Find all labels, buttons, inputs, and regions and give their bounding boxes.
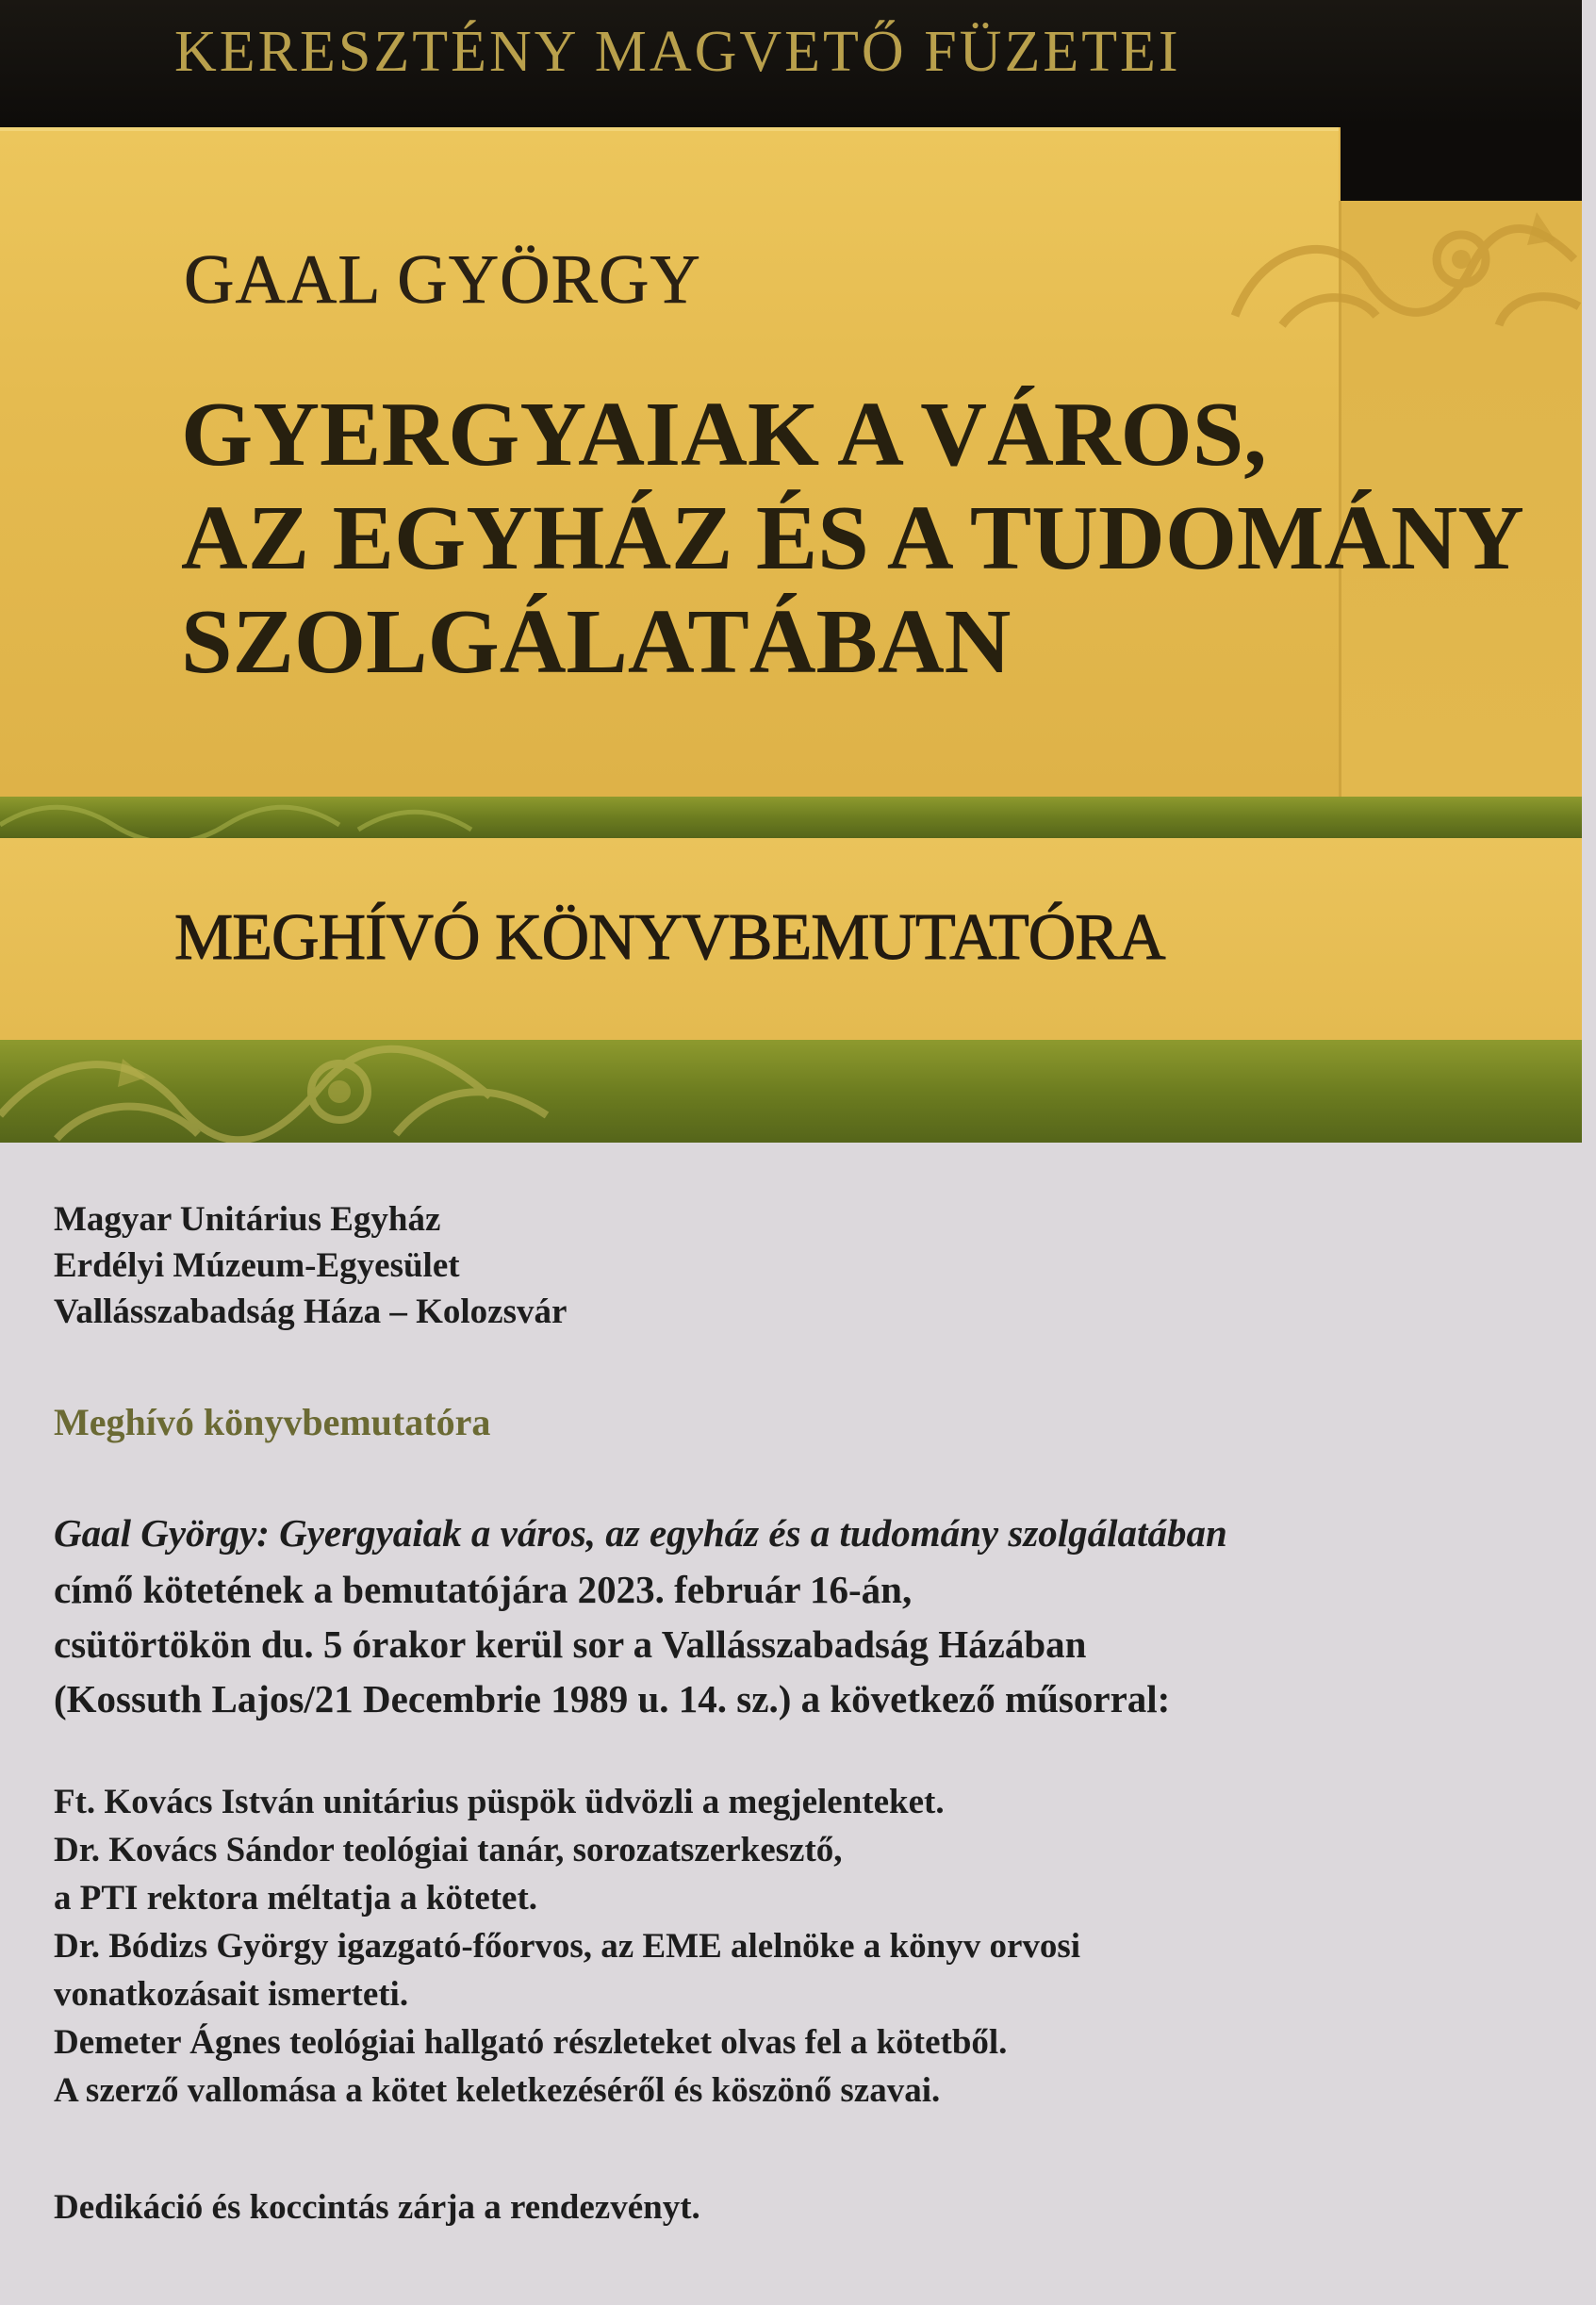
band-ornament-bottom-icon xyxy=(0,1040,1582,1143)
cover-green-band-top xyxy=(0,797,1582,838)
organizer-line-1: Magyar Unitárius Egyház xyxy=(54,1200,441,1239)
announcement-line-2: csütörtökön du. 5 órakor kerül sor a Vallásszabadság Házában xyxy=(54,1622,1087,1666)
closing-line: Dedikáció és koccintás zárja a rendezvényt. xyxy=(54,2188,700,2227)
cover-title-line-1: GYERGYAIAK A VÁROS, xyxy=(181,384,1267,486)
announcement-line-3: (Kossuth Lajos/21 Decembrie 1989 u. 14. sz.) a következő műsorral: xyxy=(54,1677,1171,1721)
program-item-5: vonatkozásait ismerteti. xyxy=(54,1975,409,2014)
program-item-3: a PTI rektora méltatja a kötetet. xyxy=(54,1879,538,1918)
cover-title-line-3: SZOLGÁLATÁBAN xyxy=(181,591,1012,693)
cover-author: GAAL GYÖRGY xyxy=(184,241,701,319)
organizer-line-2: Erdélyi Múzeum-Egyesület xyxy=(54,1246,460,1285)
program-item-2: Dr. Kovács Sándor teológiai tanár, sorozatszerkesztő, xyxy=(54,1831,843,1869)
book-cover xyxy=(0,0,1582,1143)
program-item-6: Demeter Ágnes teológiai hallgató részleteket olvas fel a kötetből. xyxy=(54,2023,1008,2062)
invitation-heading: Meghívó könyvbemutatóra xyxy=(54,1401,491,1443)
cover-title-line-2: AZ EGYHÁZ ÉS A TUDOMÁNY xyxy=(181,487,1524,589)
announcement-line-1: címő kötetének a bemutatójára 2023. február 16-án, xyxy=(54,1568,913,1611)
program-item-7: A szerző vallomása a kötet keletkezéséről és köszönő szavai. xyxy=(54,2071,941,2110)
cover-black-notch xyxy=(1341,127,1582,201)
cover-green-band-bottom xyxy=(0,1040,1582,1143)
organizer-line-3: Vallásszabadság Háza – Kolozsvár xyxy=(54,1292,568,1331)
program-item-1: Ft. Kovács István unitárius püspök üdvözli a megjelenteket. xyxy=(54,1783,945,1821)
band-ornament-icon xyxy=(0,797,1582,838)
program-item-4: Dr. Bódizs György igazgató-főorvos, az EME alelnöke a könyv orvosi xyxy=(54,1927,1081,1966)
series-title: KERESZTÉNY MAGVETŐ FÜZETEI xyxy=(174,20,1181,84)
ornament-swirl-icon xyxy=(1226,203,1582,335)
book-title-italic: Gaal György: Gyergyaiak a város, az egyház és a tudomány szolgálatában xyxy=(54,1511,1227,1555)
cover-invite-title: MEGHÍVÓ KÖNYVBEMUTATÓRA xyxy=(174,901,1165,974)
